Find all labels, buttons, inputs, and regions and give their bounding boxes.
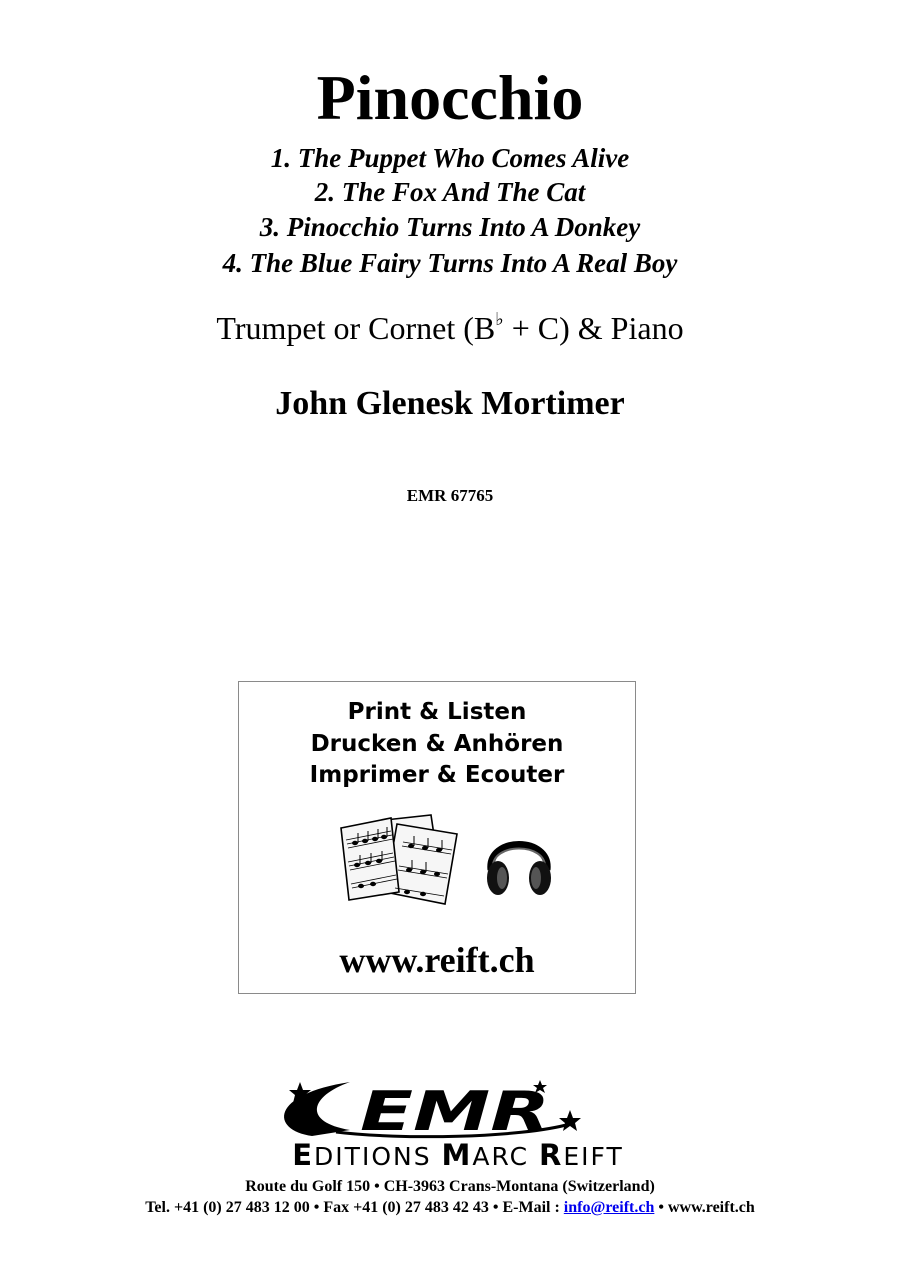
print-listen-box <box>238 681 636 994</box>
instrumentation-part-1: Trumpet or Cornet (B <box>216 310 496 346</box>
publisher-name-m: M <box>441 1138 473 1172</box>
page-title: Pinocchio <box>316 62 584 133</box>
movement-3: 3. Pinocchio Turns Into A Donkey <box>259 212 641 242</box>
publisher-name <box>240 1140 676 1172</box>
publisher-contact <box>0 1198 900 1218</box>
flat-sign: ♭ <box>495 309 504 329</box>
movement-4: 4. The Blue Fairy Turns Into A Real Boy <box>222 248 678 278</box>
promo-line-de: Drucken & Anhören <box>310 731 564 757</box>
movement-2: 2. The Fox And The Cat <box>314 177 586 207</box>
publisher-name-e: E <box>292 1138 315 1172</box>
instrumentation-part-2: + C) & Piano <box>503 310 684 346</box>
catalog-number: EMR 67765 <box>406 486 494 505</box>
instrumentation <box>0 309 900 347</box>
promo-line-fr: Imprimer & Ecouter <box>309 762 565 788</box>
publisher-name-eift: EIFT <box>563 1142 624 1171</box>
promo-website: www.reift.ch <box>339 940 535 980</box>
publisher-name-arc: ARC <box>472 1142 540 1171</box>
promo-line-en: Print & Listen <box>347 699 527 725</box>
publisher-address: Route du Golf 150 • CH-3963 Crans-Montana (Switzerland) <box>245 1178 655 1195</box>
headphones-icon <box>483 822 555 900</box>
email-link[interactable]: info@reift.ch <box>563 1199 655 1216</box>
publisher-name-r: R <box>539 1138 564 1172</box>
sheet-music-icon <box>337 812 465 912</box>
publisher-name-ditions: DITIONS <box>314 1142 442 1171</box>
composer-name: John Glenesk Mortimer <box>275 385 625 422</box>
movement-1: 1. The Puppet Who Comes Alive <box>270 143 630 173</box>
emr-logo-text: EMR <box>360 1080 550 1140</box>
contact-phone-fax: Tel. +41 (0) 27 483 12 00 • Fax +41 (0) 27 483 42 43 • E-Mail : <box>145 1199 564 1216</box>
emr-logo <box>240 1072 676 1140</box>
contact-website: • www.reift.ch <box>654 1199 755 1216</box>
